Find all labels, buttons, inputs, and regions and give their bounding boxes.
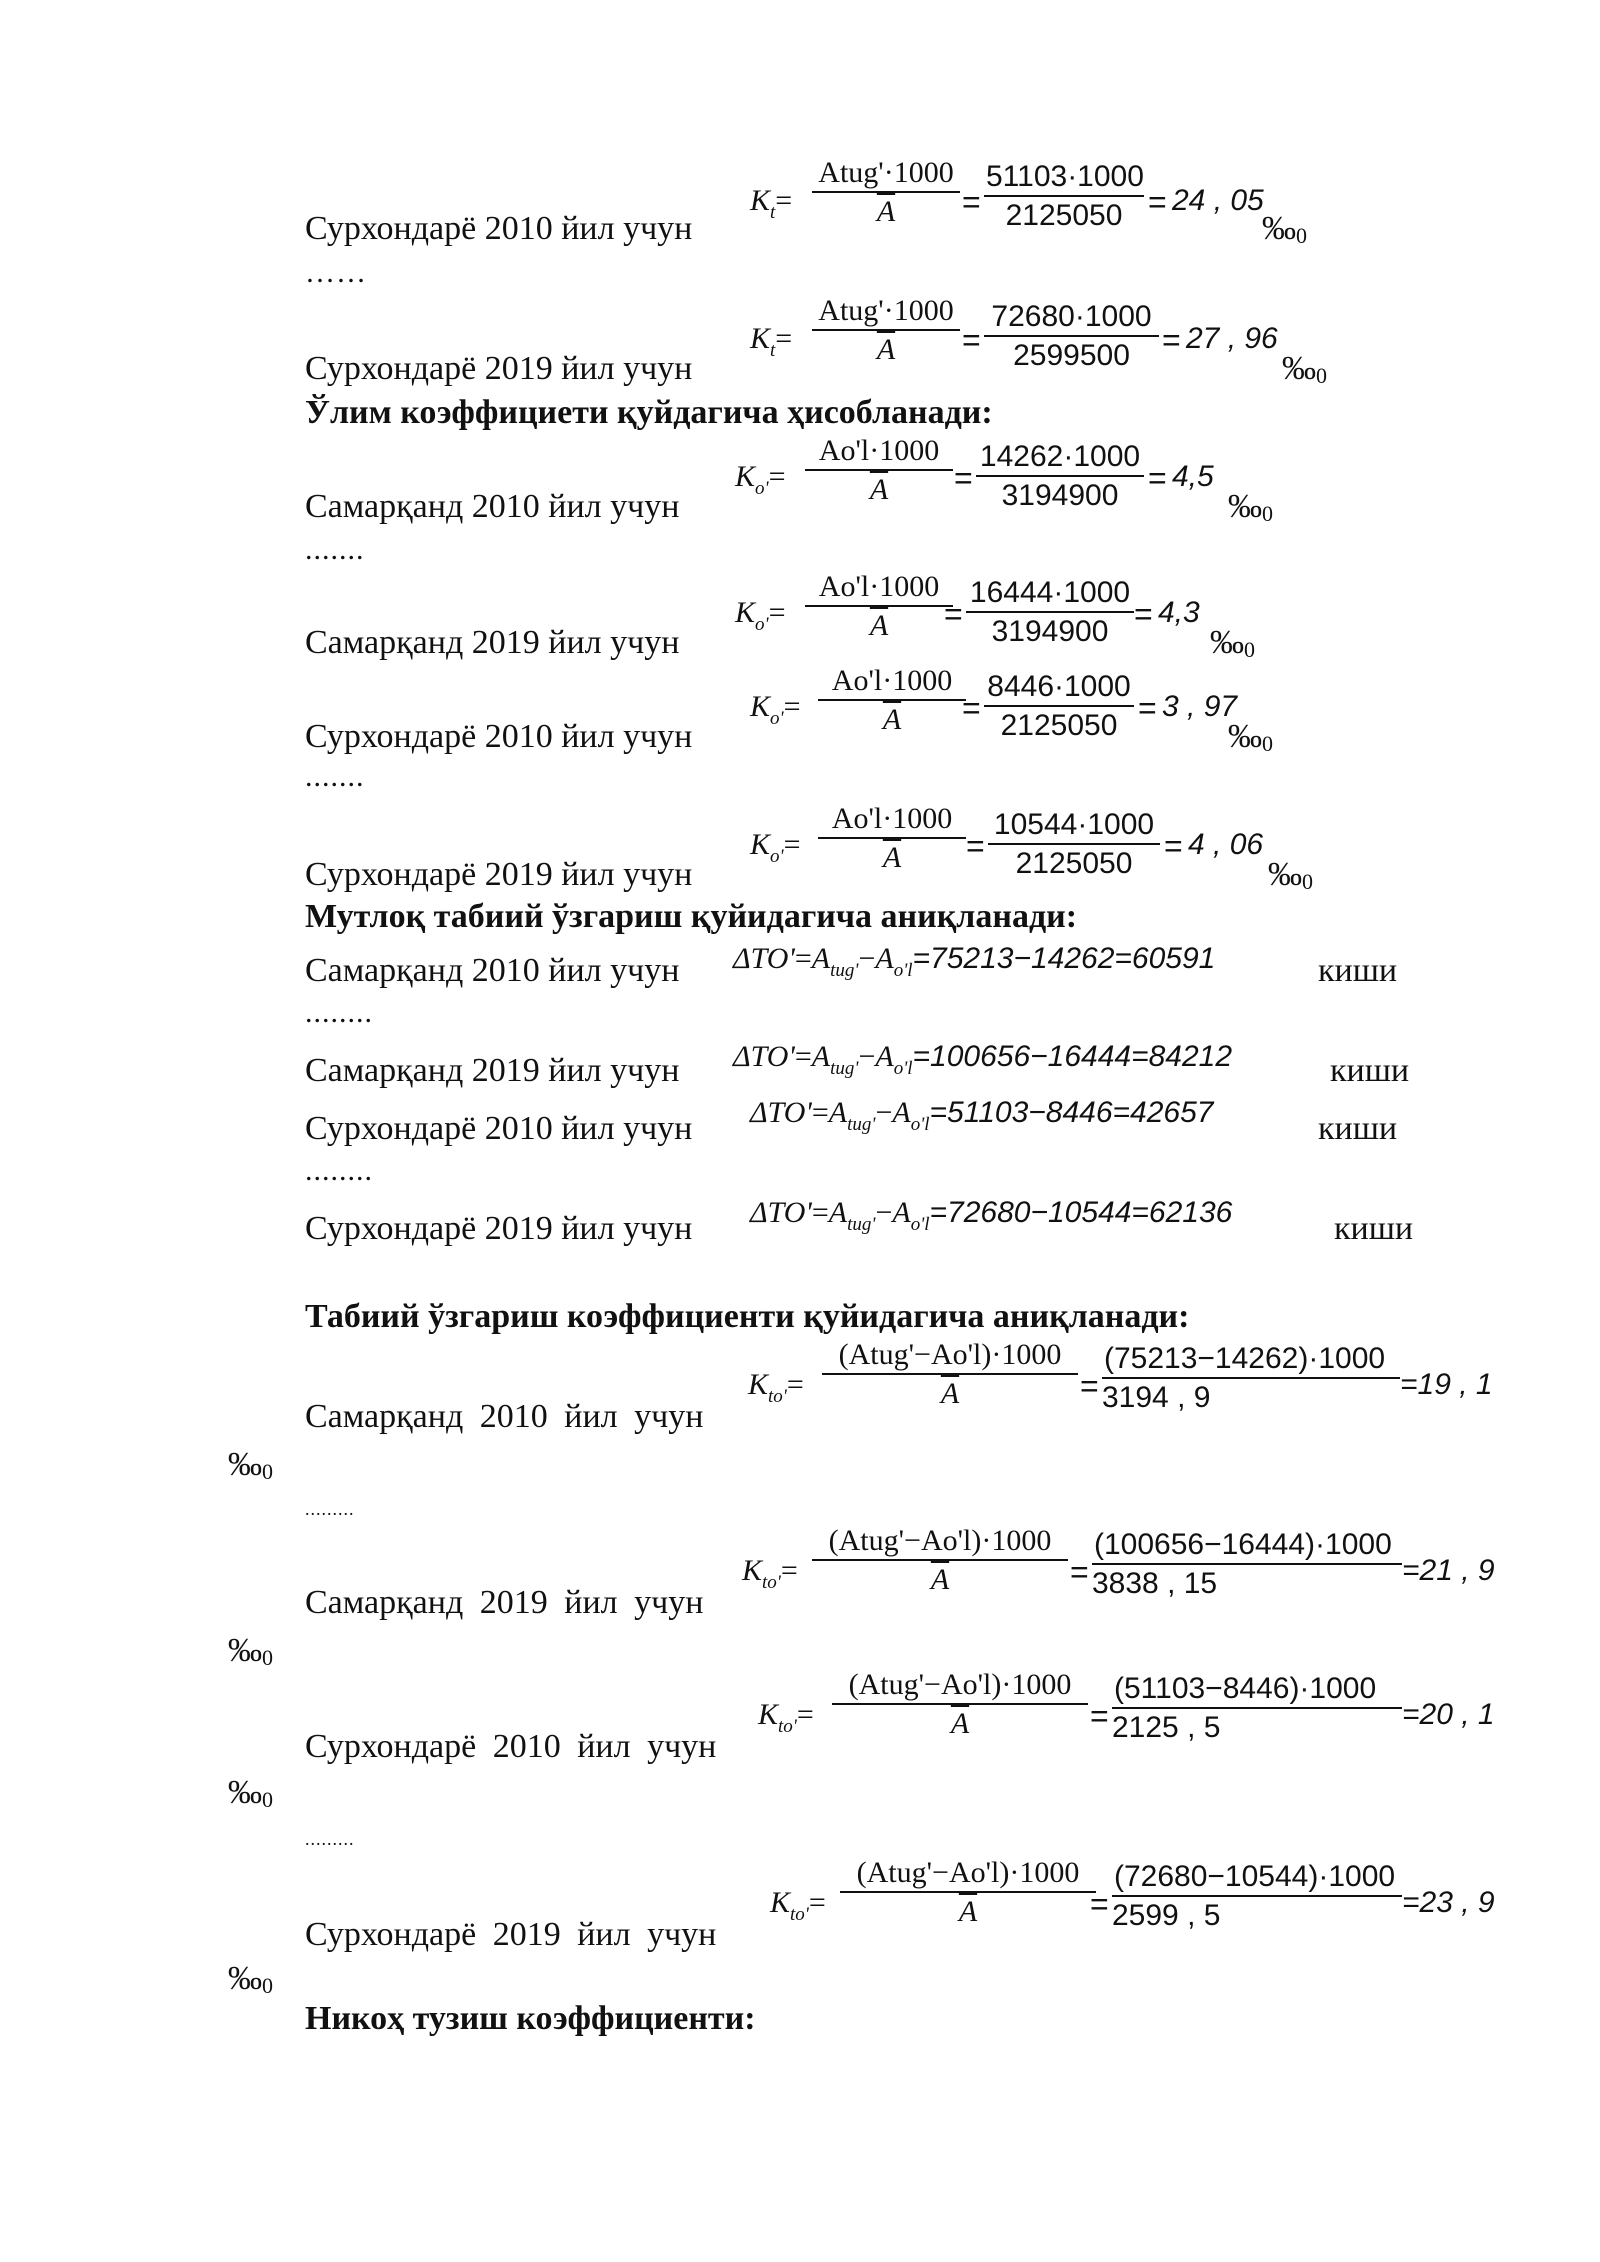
row-label: Самарқанд 2019 йил учун (305, 624, 680, 661)
equals-sign: = (1070, 1554, 1089, 1590)
formula-lhs: $K_t=$ (750, 322, 793, 361)
unit-kishi: киши (1318, 952, 1398, 989)
formula-lhs: $K_{to'}=$ (770, 1886, 826, 1925)
formula-lhs: $K_{to'}=$ (748, 1368, 804, 1407)
permille-sign: $‰_0$ (1268, 856, 1313, 894)
equals-sign: = (1148, 184, 1167, 220)
heading-natural-change: Мутлоқ табиий ўзгариш қуйидагича аниқланади: (305, 898, 1078, 935)
numeric-fraction: 14262·1000 3194900 (976, 442, 1144, 511)
permille-sign: $‰_0$ (1228, 718, 1273, 756)
ellipsis: ......... (305, 1499, 355, 1519)
row-label: Сурхондарё 2010 йил учун (305, 210, 693, 247)
formula: $\Delta TO'=A_{tug'}-A_{o'l}=75213-14262=60591$ (733, 942, 1216, 981)
ellipsis: ........ (305, 1154, 373, 1187)
numeric-fraction: (72680−10544)·1000 2599 , 5 (1112, 1862, 1402, 1931)
formula-lhs: $K_{to'}=$ (742, 1554, 798, 1593)
result-value: 27 , 96 (1186, 322, 1278, 355)
numeric-fraction: 51103·1000 2125050 (986, 160, 1144, 232)
unit-kishi: киши (1330, 1052, 1410, 1089)
formula-lhs: $K_{to'}=$ (758, 1698, 814, 1737)
heading-marriage: Никоҳ тузиш коэффициенти: (305, 2000, 756, 2037)
equals-sign: = (1134, 596, 1153, 632)
row-label: Сурхондарё 2010 йил учун (305, 1110, 693, 1147)
formula-fraction: Ao'l·1000 $\overline{A}$ (805, 436, 953, 505)
permille-sign: $‰_0$ (1210, 624, 1255, 662)
formula-lhs: $K_{o'}=$ (735, 596, 786, 635)
formula-fraction: Ao'l·1000 $\overline{A}$ (805, 572, 953, 641)
ellipsis: ........ (305, 996, 373, 1029)
formula-fraction: Ao'l·1000 $\overline{A}$ (818, 804, 966, 873)
formula-lhs: $K_{o'}=$ (735, 460, 786, 499)
row-label: Сурхондарё 2010 йил учун (305, 718, 693, 755)
row-label: Сурхондарё 2019 йил учун (305, 1210, 693, 1247)
permille-sign: $‰_0$ (228, 1446, 273, 1484)
formula-fraction: (Atug'−Ao'l)·1000 $\overline{A}$ (822, 1340, 1078, 1409)
equals-sign: = (1164, 828, 1183, 864)
numeric-fraction: 16444·1000 3194900 (966, 578, 1134, 647)
result-value: 4,5 (1172, 460, 1214, 493)
result-value: =23 , 9 (1402, 1886, 1495, 1919)
row-label: Самарқанд 2019 йил учун (305, 1052, 680, 1089)
row-label: Самарқанд 2010 йил учун (305, 488, 680, 525)
result-value: 4,3 (1158, 596, 1200, 629)
heading-natural-change-coef: Табиий ўзгариш коэффициенти қуйидагича аниқланади: (305, 1298, 1190, 1335)
result-value: 3 , 97 (1162, 690, 1238, 723)
formula-fraction: (Atug'−Ao'l)·1000 $\overline{A}$ (840, 1858, 1096, 1927)
row-label: Сурхондарё 2019 йил учун (305, 856, 693, 893)
permille-sign: $‰_0$ (1282, 350, 1327, 388)
formula-fraction: (Atug'−Ao'l)·1000 $\overline{A}$ (832, 1670, 1088, 1739)
numeric-fraction: 72680·1000 2599500 (984, 302, 1159, 371)
permille-sign: $‰_0$ (1262, 210, 1307, 248)
equals-sign: = (944, 596, 963, 632)
equals-sign: = (954, 460, 973, 496)
result-value: 4 , 06 (1188, 828, 1264, 861)
formula-lhs: $K_{o'}=$ (750, 828, 801, 867)
numeric-fraction: (51103−8446)·1000 2125 , 5 (1112, 1674, 1402, 1743)
formula: $\Delta TO'=A_{tug'}-A_{o'l}=51103-8446=42657$ (750, 1096, 1214, 1135)
formula: $\Delta TO'=A_{tug'}-A_{o'l}=100656-16444=84212$ (733, 1040, 1233, 1079)
row-label: Самарқанд 2019 йил учун (305, 1584, 704, 1621)
numeric-fraction: 8446·1000 2125050 (984, 672, 1134, 741)
row-label: Самарқанд 2010 йил учун (305, 952, 680, 989)
formula-lhs: $K_{o'}=$ (750, 690, 801, 729)
formula-fraction: (Atug'−Ao'l)·1000 $\overline{A}$ (812, 1526, 1068, 1595)
equals-sign: = (962, 184, 981, 220)
formula-fraction: Atug'·1000 $\overline{A}$ (812, 296, 960, 365)
numeric-fraction: (100656−16444)·1000 3838 , 15 (1092, 1530, 1402, 1599)
row-label: Сурхондарё 2019 йил учун (305, 1916, 717, 1953)
ellipsis: ....... (305, 533, 365, 566)
result-value: =21 , 9 (1402, 1554, 1495, 1587)
equals-sign: = (1080, 1368, 1099, 1404)
equals-sign: = (1090, 1698, 1109, 1734)
equals-sign: = (962, 690, 981, 726)
permille-sign: $‰_0$ (228, 1632, 273, 1670)
formula-lhs: $K_t=$ (750, 184, 793, 223)
unit-kishi: киши (1318, 1110, 1398, 1147)
result-value: 24 , 05 (1172, 184, 1264, 217)
ellipsis: …… (305, 256, 367, 289)
unit-kishi: киши (1334, 1210, 1414, 1247)
numeric-fraction: (75213−14262)·1000 3194 , 9 (1102, 1344, 1400, 1413)
formula-fraction: Ao'l·1000 $\overline{A}$ (818, 666, 966, 735)
permille-sign: $‰_0$ (228, 1774, 273, 1812)
permille-sign: $‰_0$ (1228, 488, 1273, 526)
equals-sign: = (1148, 460, 1167, 496)
formula-fraction: Atug'·1000 $\overline{A}$ (812, 158, 960, 227)
heading-mortality: Ўлим коэффициети қуйдагича ҳисобланади: (305, 394, 993, 431)
row-label: Самарқанд 2010 йил учун (305, 1398, 704, 1435)
equals-sign: = (1138, 690, 1157, 726)
equals-sign: = (1162, 322, 1181, 358)
equals-sign: = (966, 828, 985, 864)
result-value: =20 , 1 (1402, 1698, 1495, 1731)
ellipsis: ......... (305, 1829, 355, 1849)
equals-sign: = (962, 322, 981, 358)
numeric-fraction: 10544·1000 2125050 (988, 810, 1160, 879)
row-label: Сурхондарё 2010 йил учун (305, 1728, 717, 1765)
equals-sign: = (1090, 1886, 1109, 1922)
result-value: =19 , 1 (1400, 1368, 1493, 1401)
permille-sign: $‰_0$ (228, 1960, 273, 1998)
ellipsis: ....... (305, 760, 365, 793)
row-label: Сурхондарё 2019 йил учун (305, 350, 693, 387)
formula: $\Delta TO'=A_{tug'}-A_{o'l}=72680-10544=62136$ (750, 1196, 1233, 1235)
